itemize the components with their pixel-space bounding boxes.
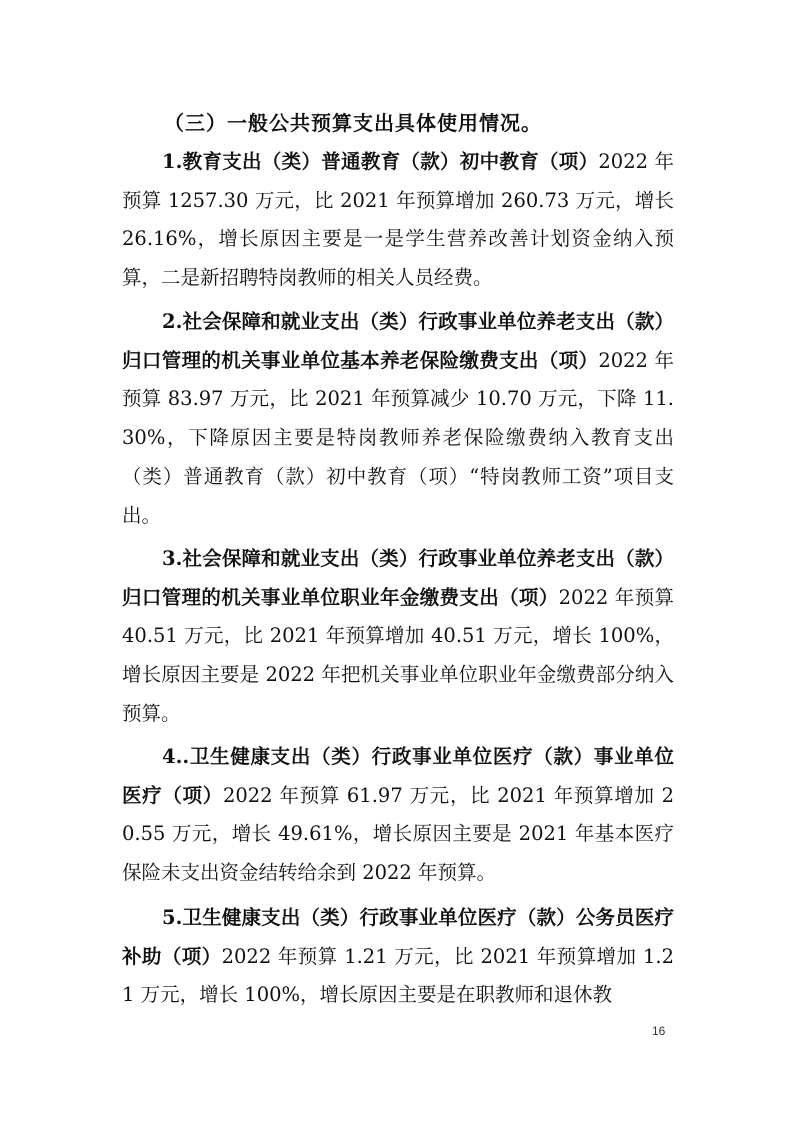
paragraph-item-4: [122, 738, 674, 893]
paragraph-item-2: [122, 303, 674, 535]
page-number: 16: [652, 1024, 666, 1038]
item-1-text: 2022 年预算 1257.30 万元，比 2021 年预算增加 260.73 万元，增长 26.16%，增长原因主要是一是学生营养改善计划资金纳入预算，二是新招聘特岗教师的相关人员经费。: [122, 150, 674, 290]
item-2-title: 2.社会保障和就业支出（类）行政事业单位养老支出（款）归口管理的机关事业单位基本养老保险缴费支出（项）: [122, 310, 674, 372]
item-3-title: 3.社会保障和就业支出（类）行政事业单位养老支出（款）归口管理的机关事业单位职业年金缴费支出（项）: [122, 547, 674, 609]
item-5-title: 5.卫生健康支出（类）行政事业单位医疗（款）公务员医疗补助（项）: [122, 906, 674, 968]
section-heading: （三）一般公共预算支出具体使用情况。: [164, 111, 542, 135]
item-1-title: 1.教育支出（类）普通教育（款）初中教育（项）: [162, 150, 599, 173]
paragraph-item-3: [122, 540, 674, 734]
paragraph-item-1: [122, 143, 674, 298]
paragraph-item-5: [122, 899, 674, 1015]
item-4-title: 4..卫生健康支出（类）行政事业单位医疗（款）事业单位医疗（项）: [122, 745, 674, 807]
item-3-text: 2022 年预算 40.51 万元，比 2021 年预算增加 40.51 万元，增长 100%，增长原因主要是 2022 年把机关事业单位职业年金缴费部分纳入预算。: [122, 585, 674, 725]
item-4-text: 2022 年预算 61.97 万元，比 2021 年预算增加 20.55 万元，增长 49.61%，增长原因主要是 2021 年基本医疗保险未支出资金结转给余到 2022 年预算。: [122, 783, 674, 885]
item-2-text: 2022 年预算 83.97 万元，比 2021 年预算减少 10.70 万元，下降 11.30%，下降原因主要是特岗教师养老保险缴费纳入教育支出（类）普通教育（款）初中教育（项）“特岗教师工资”项目支出。: [122, 348, 674, 527]
item-5-text: 2022 年预算 1.21 万元，比 2021 年预算增加 1.21 万元，增长 100%，增长原因主要是在职教师和退休教: [122, 944, 674, 1007]
